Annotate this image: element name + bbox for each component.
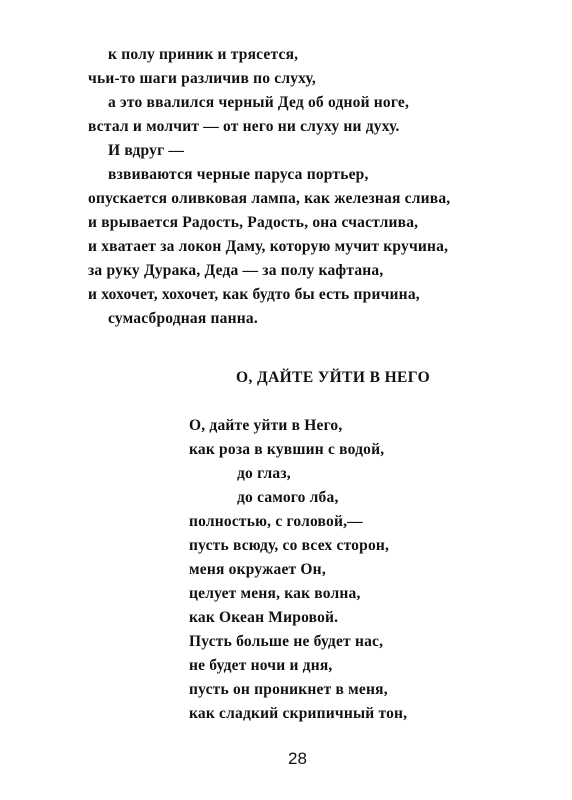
poem-line: пусть всюду, со всех сторон, (189, 537, 390, 554)
poem-line: Пусть больше не будет нас, (189, 633, 384, 650)
poem-line: О, дайте уйти в Него, (189, 417, 343, 434)
poem-line: сумасбродная панна. (108, 310, 258, 327)
poem-line: пусть он проникнет в меня, (189, 681, 388, 698)
poem-line: как роза в кувшин с водой, (189, 441, 385, 458)
poem-line: и хохочет, хохочет, как будто бы есть причина, (88, 286, 420, 303)
poem-line: как сладкий скрипичный тон, (189, 705, 408, 722)
poem-line: и хватает за локон Даму, которую мучит кручина, (88, 238, 449, 255)
poem-line: опускается оливковая лампа, как железная слива, (88, 190, 451, 207)
poem-line: а это ввалился черный Дед об одной ноге, (108, 94, 410, 111)
page-number: 28 (288, 749, 307, 768)
poem-line: И вдруг — (108, 142, 185, 159)
poem-line: взвиваются черные паруса портьер, (108, 166, 369, 183)
poem-line: до самого лба, (237, 489, 339, 506)
poem-line: как Океан Мировой. (189, 609, 339, 626)
poem-title: О, ДАЙТЕ УЙТИ В НЕГО (236, 369, 431, 386)
poem-line: до глаз, (237, 465, 291, 482)
poem-line: полностью, с головой,— (189, 513, 363, 530)
poem-line: не будет ночи и дня, (189, 657, 333, 674)
poem-line: чьи-то шаги различив по слуху, (88, 70, 317, 87)
poem-line: встал и молчит — от него ни слуху ни духу. (88, 118, 400, 135)
poem-line: за руку Дурака, Деда — за полу кафтана, (88, 262, 384, 279)
poem-line: к полу приник и трясется, (108, 46, 299, 63)
poem-line: и врывается Радость, Радость, она счастлива, (88, 214, 419, 231)
poem-line: целует меня, как волна, (189, 585, 361, 602)
poem-line: меня окружает Он, (189, 561, 326, 578)
